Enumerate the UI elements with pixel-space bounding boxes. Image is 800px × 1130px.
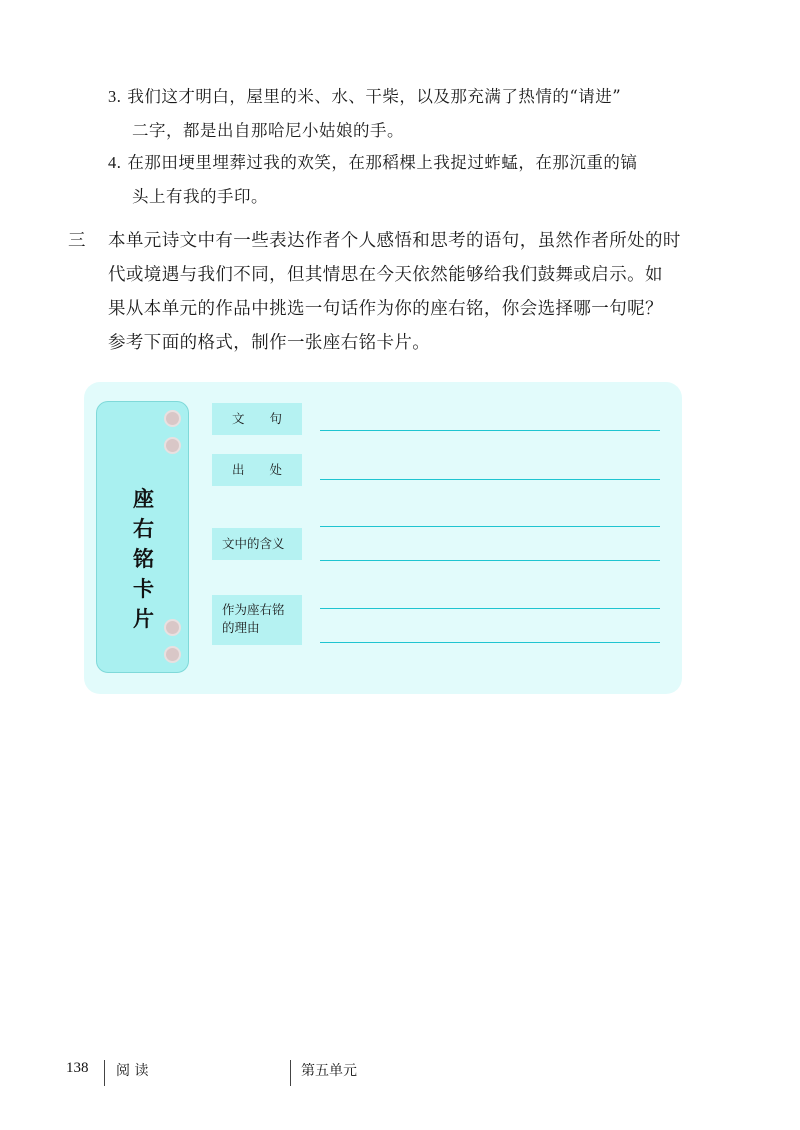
card-title-char: 右 (133, 517, 154, 541)
write-line-meaning-2[interactable] (320, 560, 660, 561)
footer-divider (290, 1060, 291, 1086)
question-line: 本单元诗文中有一些表达作者个人感悟和思考的语句，虽然作者所处的时 (108, 231, 681, 251)
item-number: 4. (108, 153, 122, 172)
card-title-char: 片 (133, 607, 154, 631)
field-label-sentence: 文 句 (212, 403, 302, 435)
card-title (97, 484, 190, 634)
field-label-meaning: 文中的含义 (212, 528, 302, 560)
binding-hole (164, 410, 181, 427)
field-label-reason (212, 595, 302, 645)
card-title-char: 铭 (133, 547, 154, 571)
write-line-reason-1[interactable] (320, 608, 660, 609)
item-3 (108, 80, 708, 148)
write-line-meaning-1[interactable] (320, 526, 660, 527)
item-text-line2: 头上有我的手印。 (132, 187, 268, 206)
card-title-char: 座 (133, 487, 154, 511)
binding-hole (164, 437, 181, 454)
footer-section: 阅 读 (116, 1063, 149, 1079)
question-text (108, 224, 698, 360)
item-text-line2: 二字，都是出自那哈尼小姑娘的手。 (132, 121, 404, 140)
footer-unit: 第五单元 (301, 1063, 357, 1079)
motto-card (84, 382, 682, 694)
item-4 (108, 146, 708, 214)
write-line-sentence[interactable] (320, 430, 660, 431)
item-number: 3. (108, 87, 122, 106)
field-label-source: 出 处 (212, 454, 302, 486)
footer-divider (104, 1060, 105, 1086)
question-line: 果从本单元的作品中挑选一句话作为你的座右铭，你会选择哪一句呢？ (108, 299, 663, 319)
question-line: 代或境遇与我们不同，但其情思在今天依然能够给我们鼓舞或启示。如 (108, 265, 663, 285)
item-text-line1: 我们这才明白，屋里的米、水、干柴，以及那充满了热情的“请进” (127, 87, 622, 106)
item-text-line1: 在那田埂里埋葬过我的欢笑，在那稻棵上我捉过蚱蜢，在那沉重的镐 (127, 153, 638, 172)
binding-hole (164, 619, 181, 636)
write-line-source[interactable] (320, 479, 660, 480)
write-line-reason-2[interactable] (320, 642, 660, 643)
page-number: 138 (66, 1060, 89, 1076)
question-marker: 三 (68, 231, 86, 251)
question-line: 参考下面的格式，制作一张座右铭卡片。 (108, 333, 431, 353)
field-label-reason-line: 的理由 (222, 620, 260, 635)
field-label-reason-line: 作为座右铭 (222, 602, 285, 617)
card-title-char: 卡 (133, 577, 154, 601)
binding-hole (164, 646, 181, 663)
